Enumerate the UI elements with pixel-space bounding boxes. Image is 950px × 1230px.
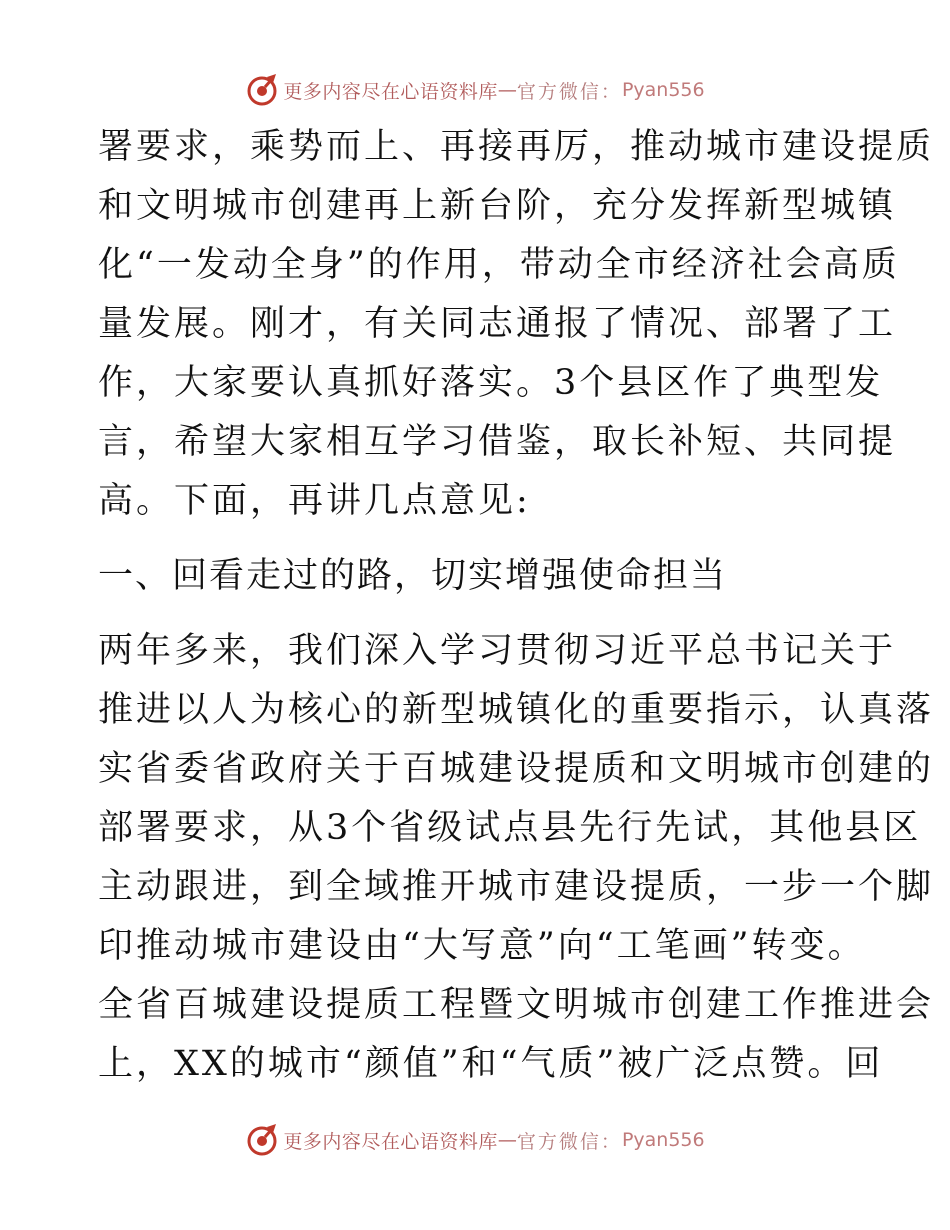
text-line: 印推动城市建设由“大写意”向“工笔画”转变。 bbox=[98, 926, 866, 966]
watermark-dash: — bbox=[497, 79, 517, 101]
text-line: 上，XX的城市“颜值”和“气质”被广泛点赞。回 bbox=[98, 1044, 884, 1084]
pen-logo-icon bbox=[245, 1123, 279, 1157]
text-line: 署要求，乘势而上、再接再厉，推动城市建设提质 bbox=[98, 127, 935, 167]
pen-logo-icon bbox=[245, 73, 279, 107]
header-watermark bbox=[0, 70, 950, 110]
watermark-title: 更多内容尽在心语资料库 bbox=[283, 80, 498, 103]
text-line: 和文明城市创建再上新台阶，充分发挥新型城镇 bbox=[98, 186, 897, 226]
text-line: 作，大家要认真抓好落实。3个县区作了典型发 bbox=[98, 363, 884, 403]
text-line: 推进以人为核心的新型城镇化的重要指示，认真落 bbox=[98, 690, 935, 730]
text-line: 部署要求，从3个省级试点县先行先试，其他县区 bbox=[98, 808, 922, 848]
watermark-wechat-id: Pyan556 bbox=[621, 79, 705, 101]
watermark-wechat-label: 官方微信： bbox=[516, 1130, 622, 1153]
text-line: 言，希望大家相互学习借鉴，取长补短、共同提 bbox=[98, 422, 897, 462]
watermark-wechat-id: Pyan556 bbox=[621, 1129, 705, 1151]
text-line: 全省百城建设提质工程暨文明城市创建工作推进会 bbox=[98, 985, 935, 1025]
footer-watermark bbox=[0, 1120, 950, 1160]
text-line: 主动跟进，到全域推开城市建设提质，一步一个脚 bbox=[98, 867, 935, 907]
watermark-wechat-label: 官方微信： bbox=[516, 80, 622, 103]
text-line: 实省委省政府关于百城建设提质和文明城市创建的 bbox=[98, 749, 935, 789]
text-line: 量发展。刚才，有关同志通报了情况、部署了工 bbox=[98, 304, 897, 344]
text-line: 两年多来，我们深入学习贯彻习近平总书记关于 bbox=[98, 631, 897, 671]
watermark-dash: — bbox=[497, 1129, 517, 1151]
text-line: 高。下面，再讲几点意见: bbox=[98, 481, 531, 521]
text-line: 化“一发动全身”的作用，带动全市经济社会高质 bbox=[98, 245, 900, 285]
section-heading: 一、回看走过的路，切实增强使命担当 bbox=[98, 556, 728, 596]
document-body bbox=[98, 118, 935, 1094]
watermark-title: 更多内容尽在心语资料库 bbox=[283, 1130, 498, 1153]
